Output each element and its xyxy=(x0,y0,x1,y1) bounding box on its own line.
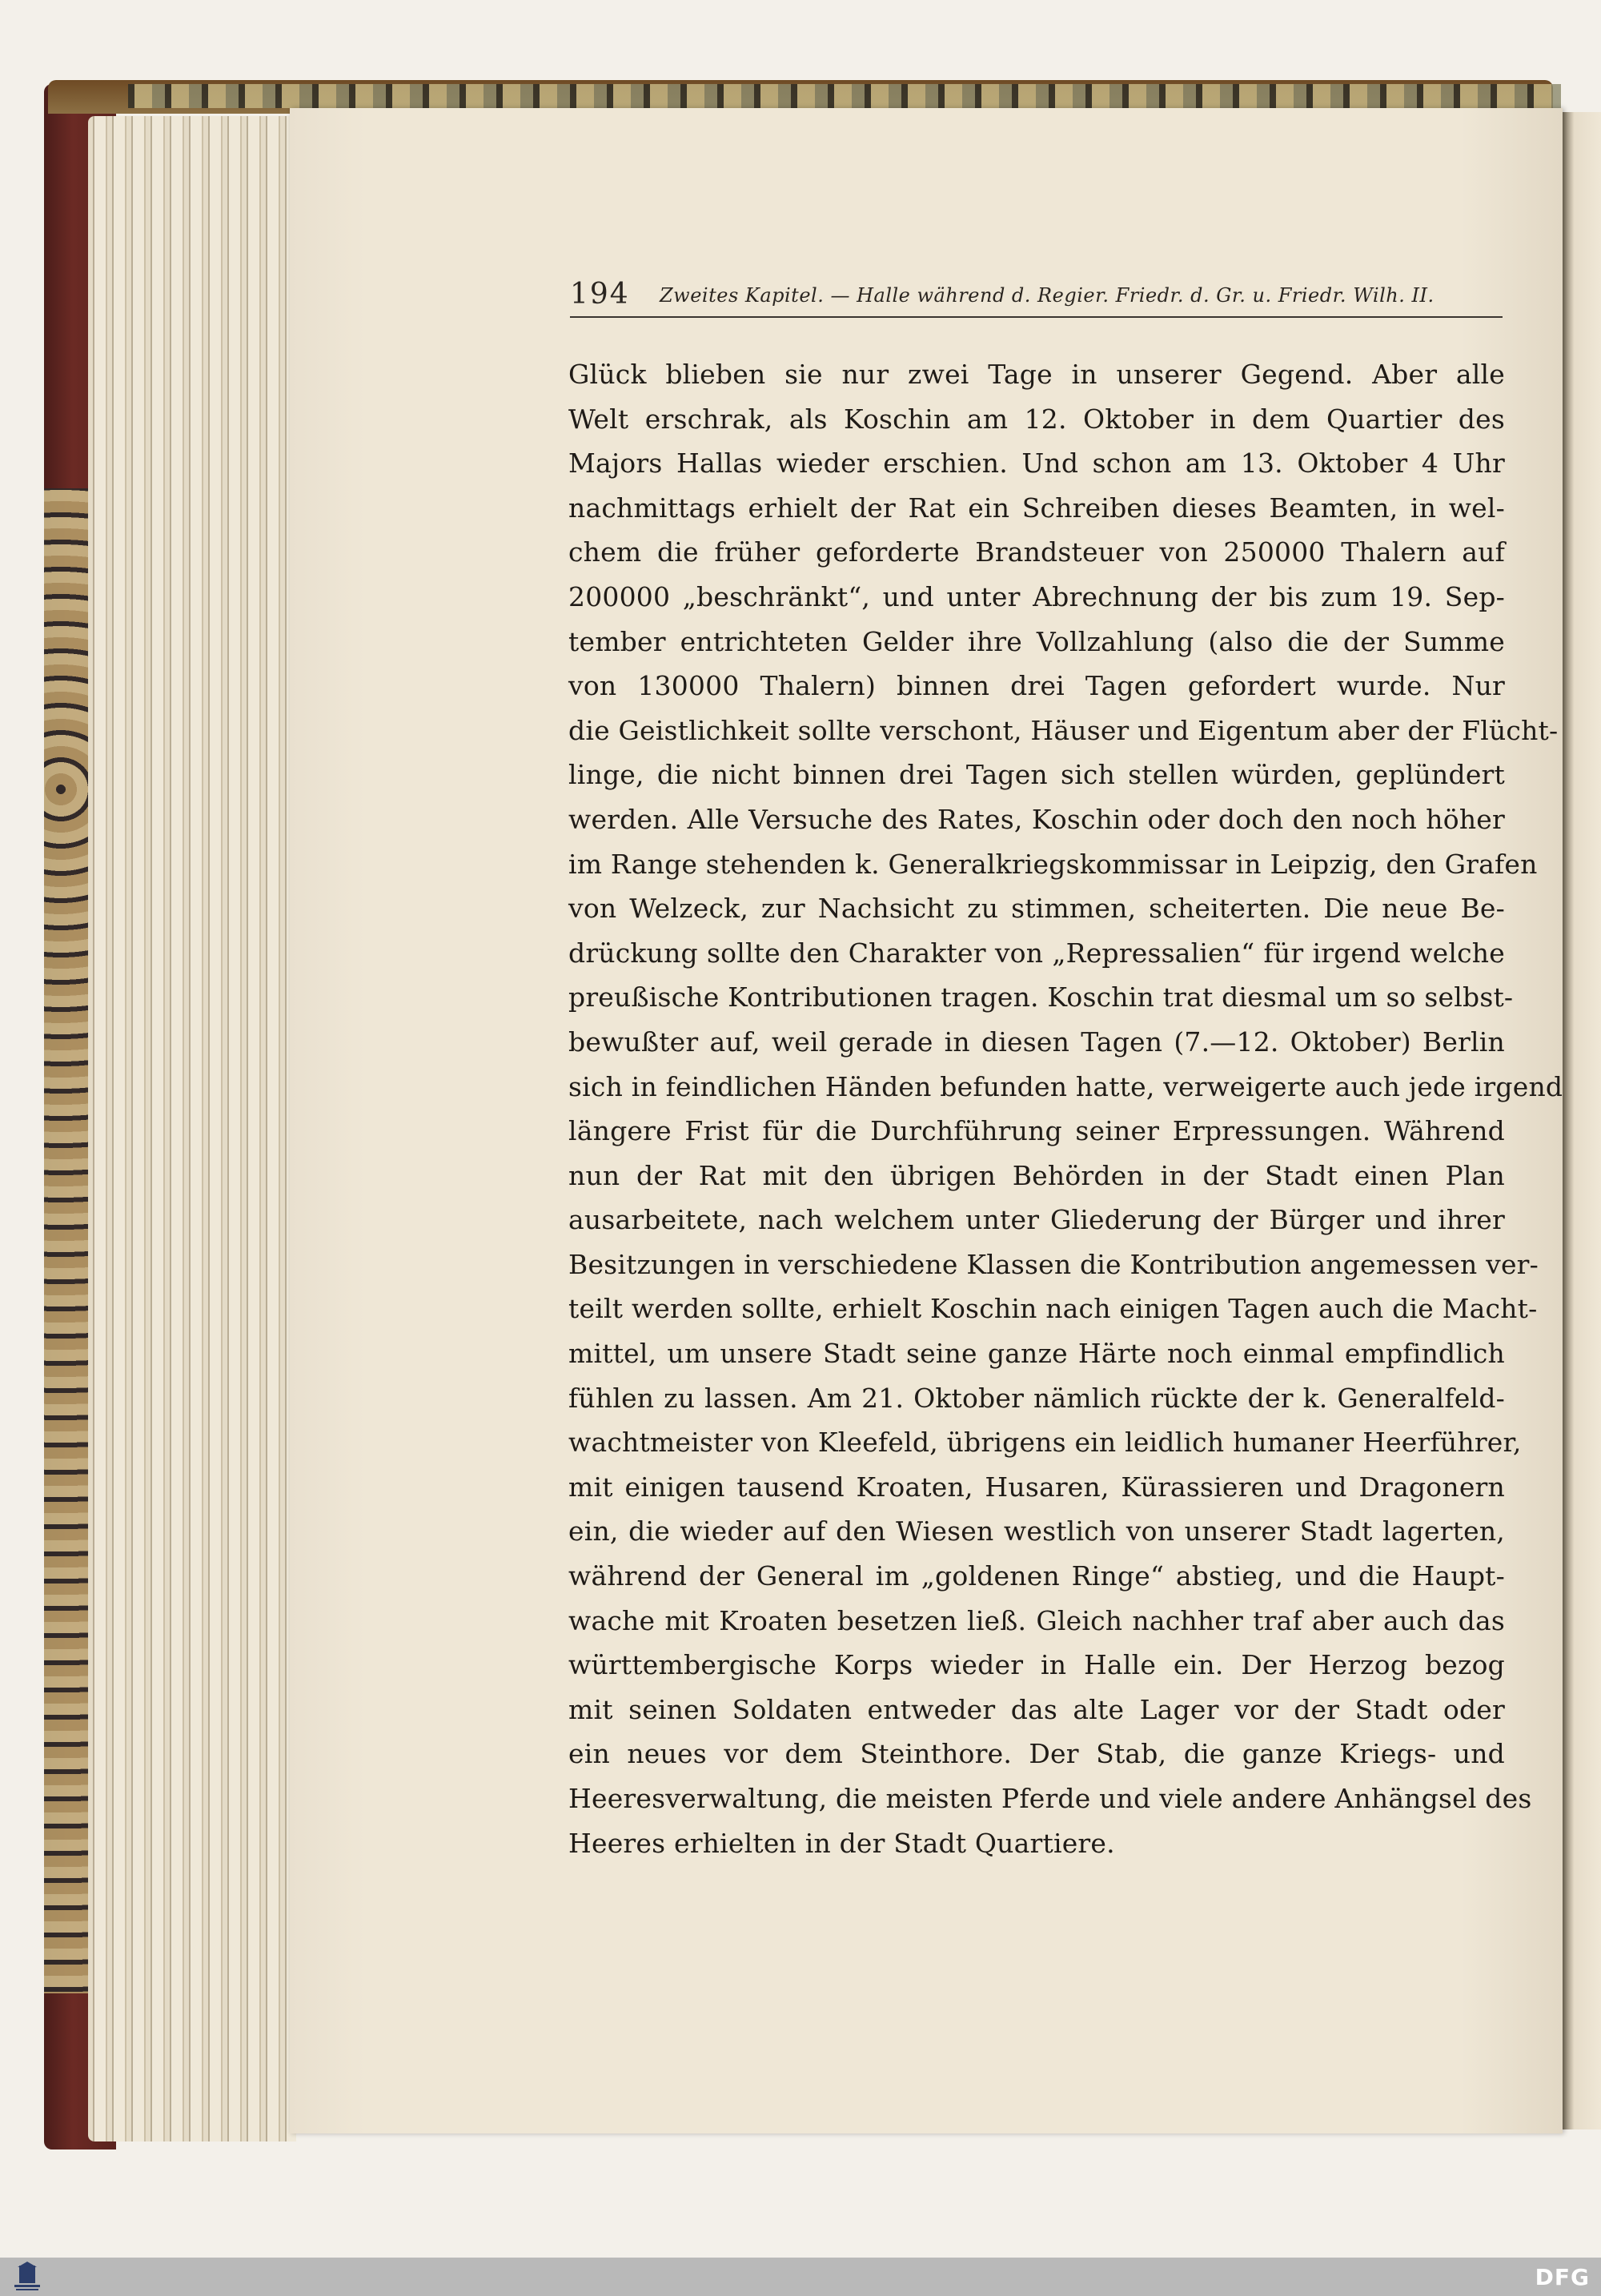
text-line: 200000 „beschränkt“, und unter Abrechnung der bis zum 19. Sep- xyxy=(568,580,1505,612)
text-line: wachtmeister von Kleefeld, übrigens ein leidlich humaner Heerführer, xyxy=(568,1427,1522,1459)
text-line: bewußter auf, weil gerade in diesen Tagen (7.—12. Oktober) Berlin xyxy=(568,1026,1505,1058)
page-number: 194 xyxy=(570,278,630,311)
text-line: mit einigen tausend Kroaten, Husaren, Kürassieren und Dragonern xyxy=(568,1471,1505,1503)
text-line: Majors Hallas wieder erschien. Und schon am 13. Oktober 4 Uhr xyxy=(568,448,1505,480)
text-line: ausarbeitete, nach welchem unter Gliederung der Bürger und ihrer xyxy=(568,1204,1505,1236)
text-line: wache mit Kroaten besetzen ließ. Gleich nachher traf aber auch das xyxy=(568,1604,1505,1636)
viewer-footer-bar xyxy=(0,2258,1601,2296)
text-line: teilt werden sollte, erhielt Koschin nach einigen Tagen auch die Macht- xyxy=(568,1293,1538,1325)
library-seal-icon xyxy=(8,2261,46,2293)
text-line: während der General im „goldenen Ringe“ abstieg, und die Haupt- xyxy=(568,1560,1505,1592)
text-line: linge, die nicht binnen drei Tagen sich stellen würden, geplündert xyxy=(568,759,1505,791)
text-line: die Geistlichkeit sollte verschont, Häuser und Eigentum aber der Flücht- xyxy=(568,714,1559,746)
text-line: ein neues vor dem Steinthore. Der Stab, die ganze Kriegs- und xyxy=(568,1738,1505,1770)
text-line: von Welzeck, zur Nachsicht zu stimmen, scheiterten. Die neue Be- xyxy=(568,893,1505,925)
text-line: von 130000 Thalern) binnen drei Tagen gefordert wurde. Nur xyxy=(568,670,1505,702)
text-line: Heeresverwaltung, die meisten Pferde und viele andere Anhängsel des xyxy=(568,1783,1532,1814)
text-line: mit seinen Soldaten entweder das alte Lager vor der Stadt oder xyxy=(568,1693,1505,1725)
text-line: drückung sollte den Charakter von „Repressalien“ für irgend welche xyxy=(568,937,1505,969)
text-line: tember entrichteten Gelder ihre Vollzahlung (also die der Summe xyxy=(568,625,1505,657)
marbled-endpaper-top xyxy=(128,84,1561,108)
text-line: preußische Kontributionen tragen. Koschin trat diesmal um so selbst- xyxy=(568,981,1514,1014)
text-line: längere Frist für die Durchführung seiner Erpressungen. Während xyxy=(568,1115,1505,1147)
text-line: Besitzungen in verschiedene Klassen die Kontribution angemessen ver- xyxy=(568,1248,1539,1280)
text-line: fühlen zu lassen. Am 21. Oktober nämlich rückte der k. Generalfeld- xyxy=(568,1382,1505,1414)
text-line: werden. Alle Versuche des Rates, Koschin oder doch den noch höher xyxy=(568,803,1505,835)
body-text xyxy=(568,352,1563,1865)
running-header xyxy=(570,276,1503,318)
text-line: chem die früher geforderte Brandsteuer von 250000 Thalern auf xyxy=(568,536,1505,568)
running-header-title: Zweites Kapitel. — Halle während d. Regier. Friedr. d. Gr. u. Friedr. Wilh. II. xyxy=(660,284,1434,307)
text-line: nun der Rat mit den übrigen Behörden in der Stadt einen Plan xyxy=(568,1159,1505,1191)
text-line: ein, die wieder auf den Wiesen westlich von unserer Stadt lagerten, xyxy=(568,1515,1505,1547)
page-edges xyxy=(88,116,296,2141)
text-line: sich in feindlichen Händen befunden hatte, verweigerte auch jede irgend xyxy=(568,1070,1563,1102)
text-line: mittel, um unsere Stadt seine ganze Härte noch einmal empfindlich xyxy=(568,1338,1505,1370)
text-line: Welt erschrak, als Koschin am 12. Oktober in dem Quartier des xyxy=(568,403,1505,435)
facing-page-edge xyxy=(1563,112,1601,2129)
dfg-logo: DFG xyxy=(1535,2264,1590,2290)
text-line: württembergische Korps wieder in Halle ein. Der Herzog bezog xyxy=(568,1649,1505,1681)
text-line: Glück blieben sie nur zwei Tage in unserer Gegend. Aber alle xyxy=(568,359,1505,390)
text-line: Heeres erhielten in der Stadt Quartiere. xyxy=(568,1827,1115,1859)
text-line: im Range stehenden k. Generalkriegskommissar in Leipzig, den Grafen xyxy=(568,848,1538,880)
text-line: nachmittags erhielt der Rat ein Schreiben dieses Beamten, in wel- xyxy=(568,492,1505,524)
